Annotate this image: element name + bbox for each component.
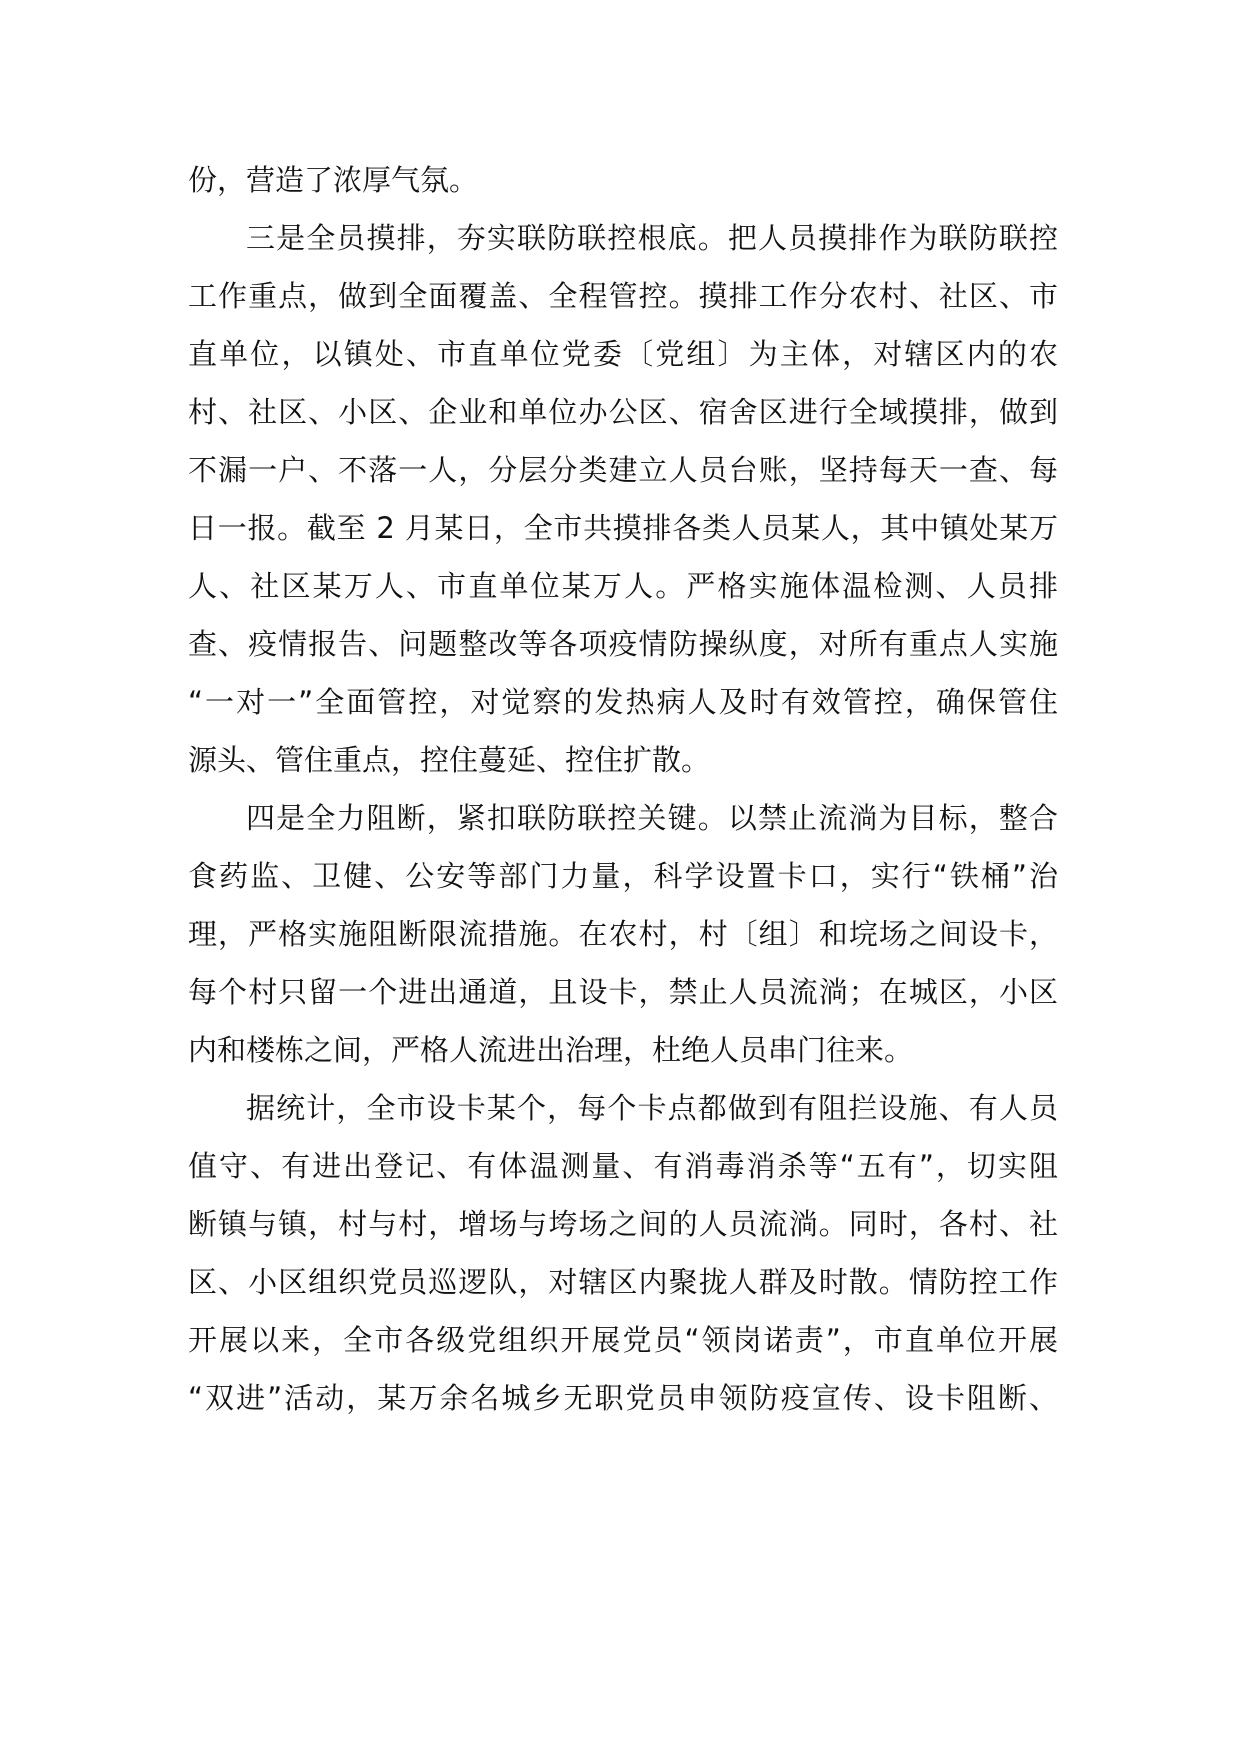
text-line: 不漏一户、不落一人，分层分类建立人员台账，坚持每天一查、每 — [188, 453, 1058, 487]
text-line: 村、社区、小区、企业和单位办公区、宿舍区进行全域摸排，做到 — [188, 395, 1058, 429]
text-line: 直单位，以镇处、市直单位党委〔党组〕为主体，对辖区内的农 — [188, 337, 1058, 371]
text-line: 断镇与镇，村与村，增场与垮场之间的人员流淌。同时，各村、社 — [188, 1207, 1058, 1241]
text-line: 人、社区某万人、市直单位某万人。严格实施体温检测、人员排 — [188, 569, 1058, 603]
text-line: “一对一”全面管控，对觉察的发热病人及时有效管控，确保管住 — [188, 685, 1058, 719]
text-line: 源头、管住重点，控住蔓延、控住扩散。 — [188, 743, 711, 777]
text-line: 工作重点，做到全面覆盖、全程管控。摸排工作分农村、社区、市 — [188, 279, 1058, 313]
paragraph-start-line: 四是全力阻断，紧扣联防联控关键。以禁止流淌为目标，整合 — [246, 801, 1058, 835]
text-line: 日一报。截至 2 月某日，全市共摸排各类人员某人，其中镇处某万 — [188, 511, 1058, 545]
text-line: 开展以来，全市各级党组织开展党员“领岗诺责”，市直单位开展 — [188, 1323, 1058, 1357]
text-line: 食药监、卫健、公安等部门力量，科学设置卡口，实行“铁桶”治 — [188, 859, 1058, 893]
paragraph-start-line: 三是全员摸排，夯实联防联控根底。把人员摸排作为联防联控 — [246, 221, 1058, 255]
paragraph-start-line: 据统计，全市设卡某个，每个卡点都做到有阻拦设施、有人员 — [246, 1091, 1058, 1125]
text-line: 值守、有进出登记、有体温测量、有消毒消杀等“五有”，切实阻 — [188, 1149, 1058, 1183]
text-line: 内和楼栋之间，严格人流进出治理，杜绝人员串门往来。 — [188, 1033, 914, 1067]
text-line: 份，营造了浓厚气氛。 — [188, 163, 479, 197]
text-line: 理，严格实施阻断限流措施。在农村，村〔组〕和垸场之间设卡， — [188, 917, 1058, 951]
text-line: 查、疫情报告、问题整改等各项疫情防操纵度，对所有重点人实施 — [188, 627, 1058, 661]
text-line: “双进”活动，某万余名城乡无职党员申领防疫宣传、设卡阻断、 — [188, 1381, 1058, 1415]
text-line: 区、小区组织党员巡逻队，对辖区内聚拢人群及时散。情防控工作 — [188, 1265, 1058, 1299]
text-line: 每个村只留一个进出通道，且设卡，禁止人员流淌；在城区，小区 — [188, 975, 1058, 1009]
